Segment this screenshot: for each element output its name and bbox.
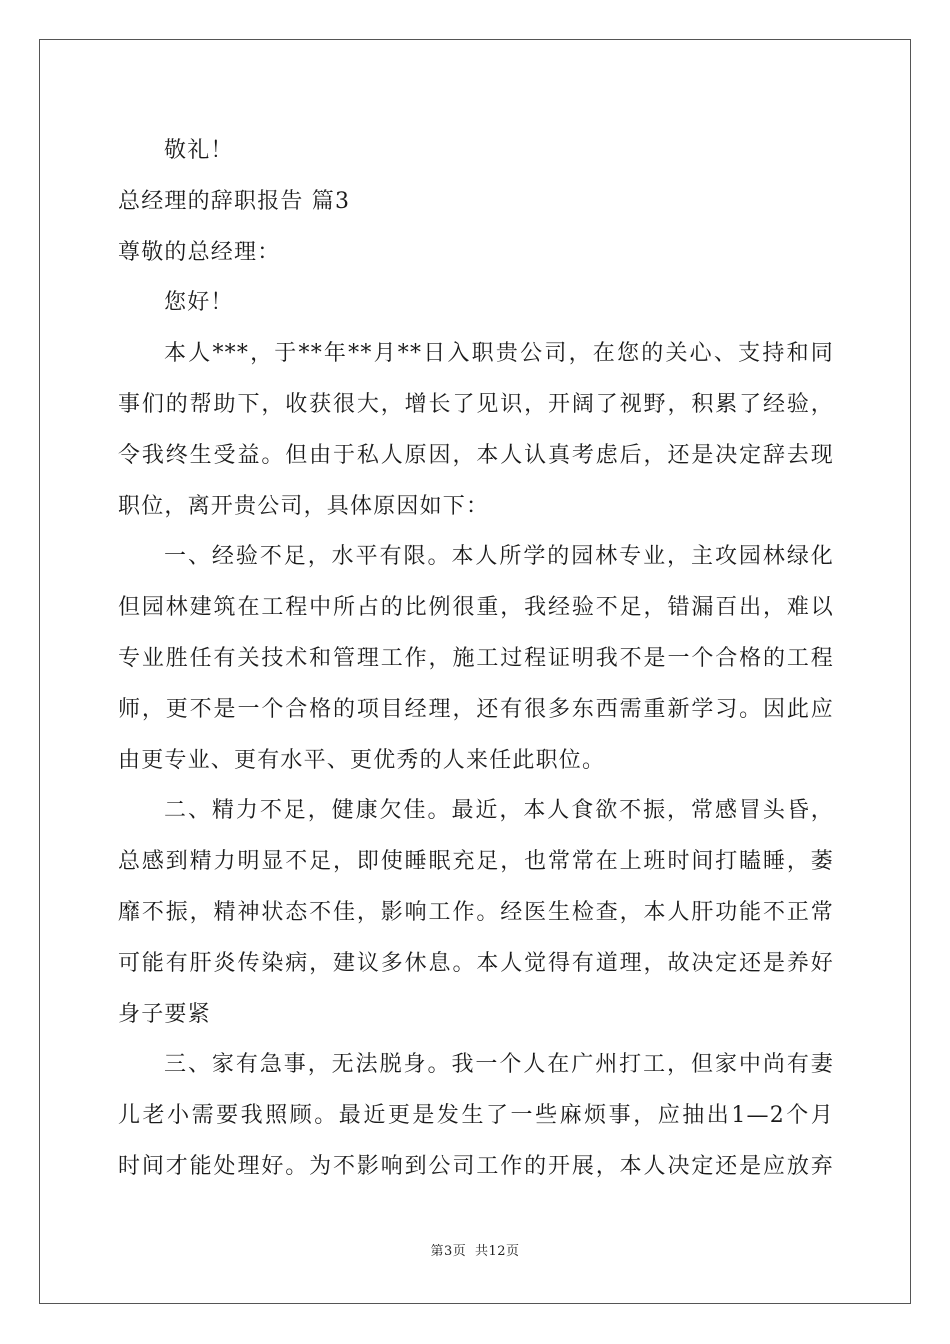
paragraph-line: 一、经验不足，水平有限。本人所学的园林专业，主攻园林绿化 [164, 544, 834, 570]
document-body [118, 126, 834, 1193]
paragraph-line: 可能有肝炎传染病，建议多休息。本人觉得有道理，故决定还是养好 [118, 950, 834, 976]
greeting: 您好！ [164, 290, 234, 316]
paragraph-line: 时间才能处理好。为不影响到公司工作的开展，本人决定还是应放弃 [118, 1153, 834, 1179]
page-total: 共12页 [474, 1244, 520, 1259]
paragraph-line: 师，更不是一个合格的项目经理，还有很多东西需重新学习。因此应 [118, 696, 834, 722]
addressee: 尊敬的总经理： [118, 239, 281, 265]
paragraph-line: 令我终生受益。但由于私人原因，本人认真考虑后，还是决定辞去现 [118, 442, 834, 468]
closing-salutation: 敬礼！ [164, 138, 234, 163]
paragraph-line: 三、家有急事，无法脱身。我一个人在广州打工，但家中尚有妻 [164, 1052, 834, 1078]
section-heading: 总经理的辞职报告 篇3 [118, 188, 351, 214]
paragraph-line: 靡不振，精神状态不佳，影响工作。经医生检查，本人肝功能不正常 [118, 899, 834, 925]
paragraph-line: 由更专业、更有水平、更优秀的人来任此职位。 [118, 747, 606, 773]
paragraph-line: 专业胜任有关技术和管理工作，施工过程证明我不是一个合格的工程 [118, 645, 834, 671]
paragraph-line: 职位，离开贵公司，具体原因如下： [118, 493, 490, 519]
paragraph-line: 总感到精力明显不足，即使睡眠充足，也常常在上班时间打瞌睡，萎 [118, 849, 834, 875]
page-number: 第3页 [430, 1244, 467, 1259]
paragraph-line: 二、精力不足，健康欠佳。最近，本人食欲不振，常感冒头昏， [164, 798, 834, 824]
paragraph-line: 事们的帮助下，收获很大，增长了见识，开阔了视野，积累了经验， [118, 391, 834, 417]
page-footer [0, 1240, 950, 1259]
paragraph-line: 儿老小需要我照顾。最近更是发生了一些麻烦事，应抽出1—2个月 [118, 1103, 834, 1129]
paragraph-line: 但园林建筑在工程中所占的比例很重，我经验不足，错漏百出，难以 [118, 595, 834, 621]
paragraph-line: 身子要紧 [118, 1001, 211, 1027]
paragraph-line: 本人***，于**年**月**日入职贵公司，在您的关心、支持和同 [164, 341, 834, 367]
